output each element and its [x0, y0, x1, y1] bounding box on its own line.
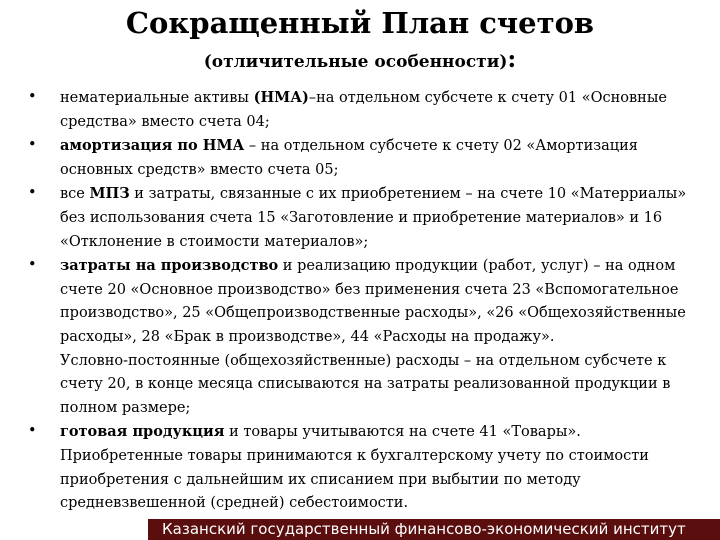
- item-rest: –на отдельном субсчете к счету 01 «Основные средства» вместо счета 04;: [60, 90, 667, 130]
- continuation-paragraph: Условно-постоянные (общехозяйственные) расходы – на отдельном субсчете к счету 20, в конце месяца списываются на затраты реализованной продукции в полном размере;: [60, 352, 671, 416]
- item-text: и реализацию продукции (работ, услуг) – на одном счете 20 «Основное производство» без применения счета 23 «Вспомогательное производство», 25 «Общепроизводственные расходы», «26 «Общехозяйственные расходы», 28 «Брак в производстве», 44 «Расходы на продажу».: [60, 258, 686, 345]
- slide-subtitle: [0, 45, 720, 76]
- item-text: и товары учитываются на счете 41 «Товары». Приобретенные товары принимаются к бухгалтерскому учету по стоимости приобретения с дальнейшим их списанием при выбытии по методу средневзвешенной (средней) себестоимости.: [60, 424, 649, 512]
- item-text: – на отдельном субсчете к счету 02 «Амортизация основных средств» вместо счета 05;: [60, 138, 638, 178]
- bullet-icon: •: [28, 423, 37, 440]
- bullet-icon: •: [28, 257, 37, 274]
- item-bold: (НМА): [253, 89, 309, 106]
- list-item: [28, 420, 708, 515]
- item-text: все: [60, 186, 90, 203]
- list-item: [28, 86, 708, 134]
- item-text: нематериальные активы: [60, 90, 254, 106]
- bullet-list: [28, 86, 708, 516]
- list-item: [28, 182, 708, 254]
- subtitle-text: (отличительные особенности): [203, 52, 508, 72]
- item-bold-lead: амортизация по НМА: [60, 137, 245, 155]
- bullet-icon: •: [28, 137, 37, 154]
- item-bold-lead: затраты на производство: [60, 257, 279, 275]
- subtitle-colon: :: [507, 44, 517, 73]
- footer-banner: Казанский государственный финансово-экономический институт: [148, 519, 720, 540]
- item-bold-lead: готовая продукция: [60, 423, 225, 441]
- item-rest: и затраты, связанные с их приобретением – на счете 10 «Матерриалы» без использования счета 15 «Заготовление и приобретение материалов» и 16 «Отклонение в стоимости материалов»;: [60, 186, 687, 250]
- list-item: [28, 254, 708, 349]
- item-bold: МПЗ: [89, 185, 130, 203]
- list-item: [28, 134, 708, 182]
- slide-title: Сокращенный План счетов: [125, 6, 595, 40]
- bullet-icon: •: [28, 185, 37, 202]
- bullet-icon: •: [28, 89, 37, 105]
